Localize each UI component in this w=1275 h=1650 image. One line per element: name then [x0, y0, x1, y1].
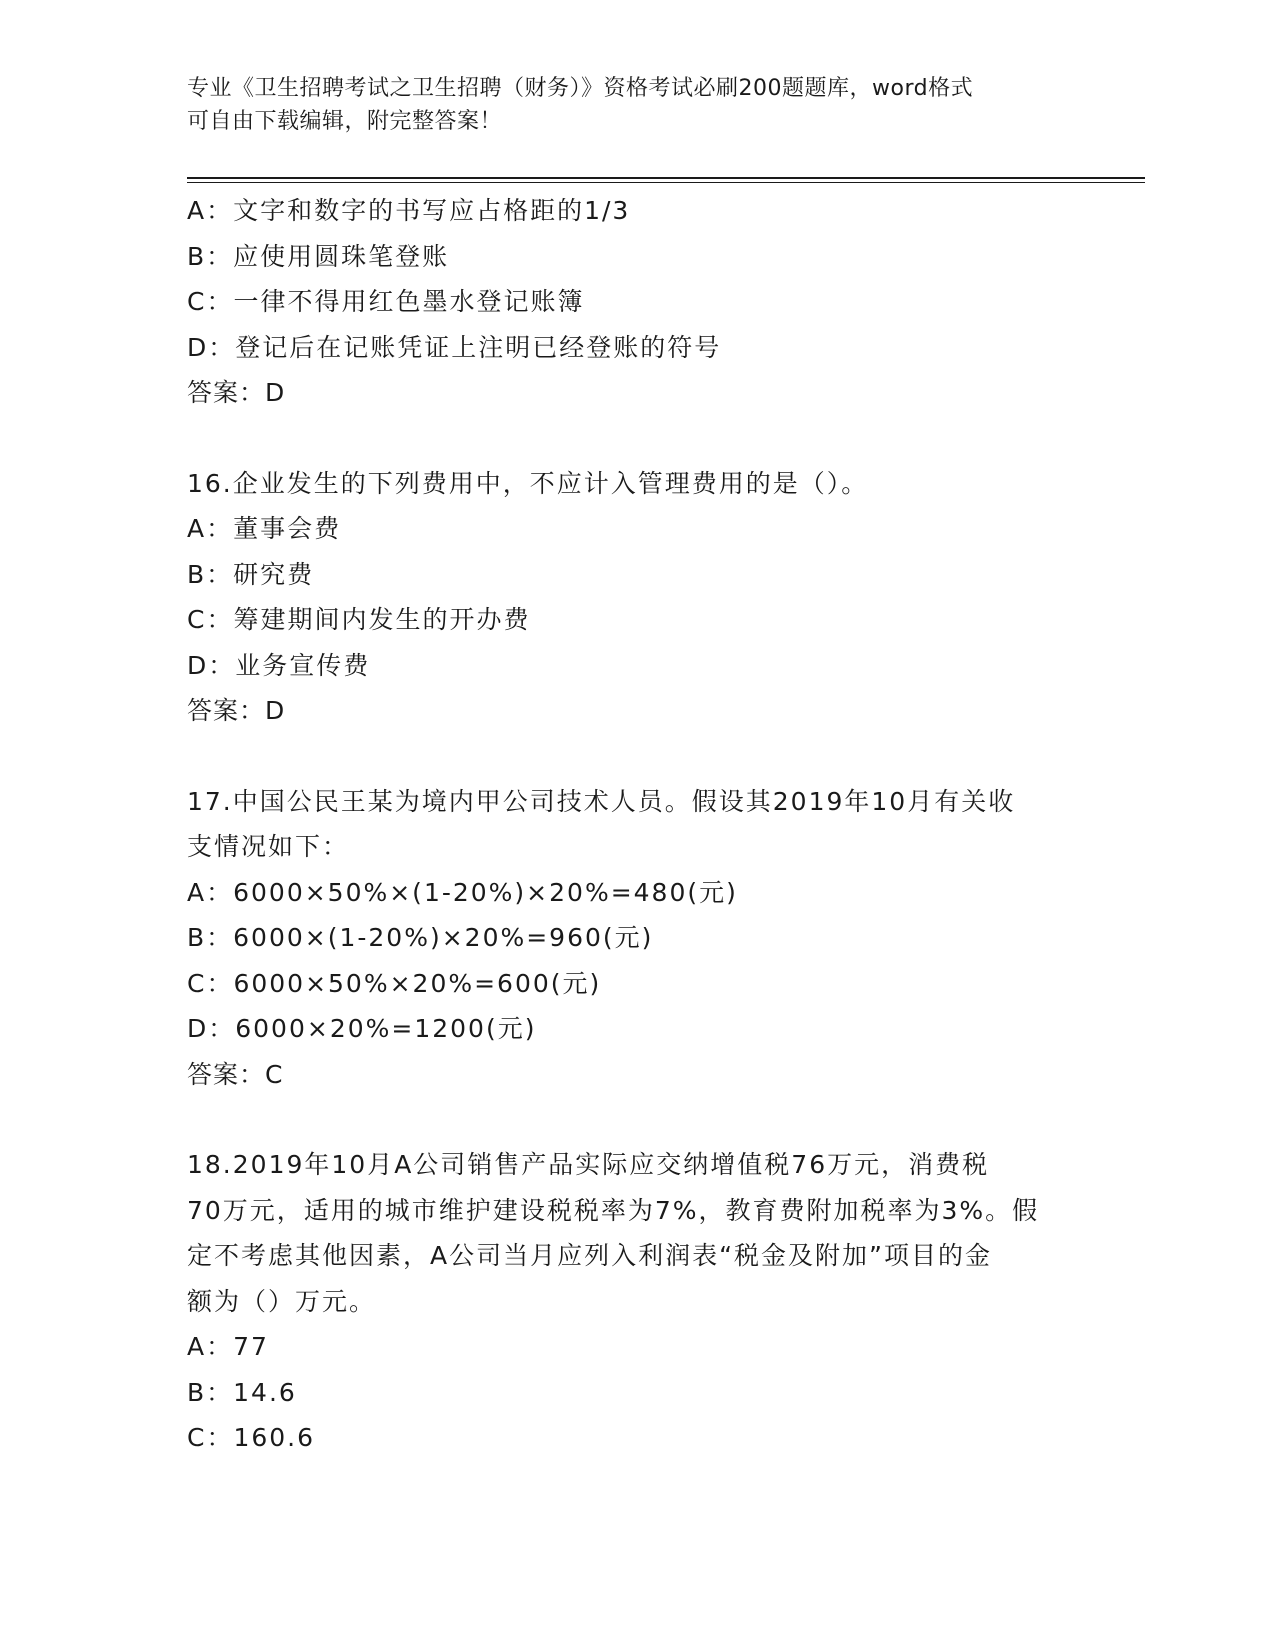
question-block-15: [187, 188, 1087, 416]
option-b: B：研究费: [187, 559, 315, 589]
question-stem: 17.中国公民王某为境内甲公司技术人员。假设其2019年10月有关收: [187, 786, 1016, 816]
question-block-17: [187, 779, 1087, 1098]
question-stem-continued: 额为（）万元。: [187, 1286, 377, 1316]
option-a: A：文字和数字的书写应占格距的1/3: [187, 196, 631, 225]
header-line-1: 专业《卫生招聘考试之卫生招聘（财务）》资格考试必刷200题题库，word格式: [187, 76, 974, 101]
question-stem: 18.2019年10月A公司销售产品实际应交纳增值税76万元，消费税: [187, 1150, 990, 1179]
option-b: B：应使用圆珠笔登账: [187, 241, 450, 271]
answer-line: 答案：D: [187, 378, 286, 407]
option-c: C：160.6: [187, 1423, 316, 1452]
answer-line: 答案：C: [187, 1059, 284, 1089]
option-a: A：6000×50%×(1-20%)×20%=480(元): [187, 877, 738, 907]
question-stem-continued: 支情况如下：: [187, 832, 350, 861]
spacer: [187, 416, 1087, 461]
option-d: D：业务宣传费: [187, 650, 371, 680]
option-a: A：77: [187, 1332, 269, 1361]
option-d: D：登记后在记账凭证上注明已经登账的符号: [187, 332, 722, 362]
answer-line: 答案：D: [187, 696, 286, 725]
option-c: C：6000×50%×20%=600(元): [187, 968, 602, 998]
option-c: C：筹建期间内发生的开办费: [187, 605, 531, 634]
question-stem-continued: 定不考虑其他因素，A公司当月应列入利润表“税金及附加”项目的金: [187, 1241, 993, 1270]
question-stem: 16.企业发生的下列费用中，不应计入管理费用的是（）。: [187, 468, 869, 498]
option-b: B：6000×(1-20%)×20%=960(元): [187, 923, 654, 952]
header-divider-thin: [187, 182, 1145, 183]
question-block-18: [187, 1142, 1087, 1461]
spacer: [187, 734, 1087, 779]
document-header: [187, 72, 1077, 138]
option-b: B：14.6: [187, 1377, 297, 1407]
header-line-2: 可自由下载编辑，附完整答案！: [187, 109, 503, 134]
option-c: C：一律不得用红色墨水登记账簿: [187, 287, 585, 316]
question-stem-continued: 70万元，适用的城市维护建设税税率为7%，教育费附加税率为3%。假: [187, 1195, 1040, 1225]
option-a: A：董事会费: [187, 514, 342, 543]
question-block-16: [187, 461, 1087, 734]
option-d: D：6000×20%=1200(元): [187, 1014, 537, 1043]
header-divider-thick: [187, 177, 1145, 179]
spacer: [187, 1097, 1087, 1142]
question-content: [187, 188, 1087, 1461]
